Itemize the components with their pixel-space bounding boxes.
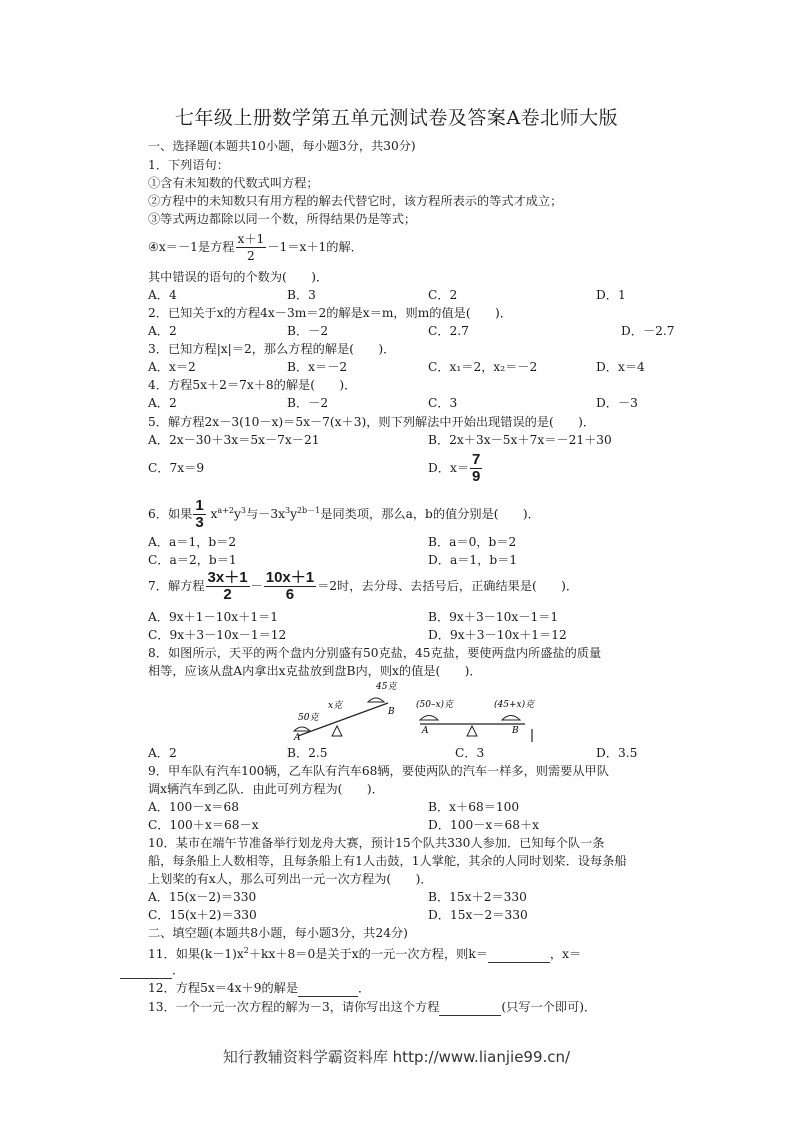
question-stem: 调x辆汽车到乙队．由此可列方程为( )． xyxy=(148,782,384,796)
option-b: B．15x＋2＝330 xyxy=(428,890,527,904)
question-ask: 其中错误的语句的个数为( )． xyxy=(148,270,329,284)
fraction xyxy=(193,498,205,531)
question-stem: 船，每条船上人数相等，且每条船上有1人击鼓，1人掌舵，其余的人同时划桨．设每条船 xyxy=(148,854,627,868)
option-a: A．15(x－2)＝330 xyxy=(148,890,257,904)
option-b: B．x＝－2 xyxy=(287,360,348,374)
label-50g: 50克 xyxy=(298,713,319,723)
stem-text: 7．解方程 xyxy=(148,579,205,593)
denominator: 6 xyxy=(285,586,295,603)
stem-text: ＝2时，去分母、去括号后，正确结果是( )． xyxy=(317,579,579,593)
option-a: A．4 xyxy=(148,288,177,302)
question-stem: 上划桨的有x人，那么可列出一元一次方程为( )． xyxy=(148,872,433,886)
operator: － xyxy=(250,579,263,593)
statement-text: －1＝x＋1的解． xyxy=(267,240,363,254)
stem-text: ． xyxy=(358,981,371,995)
option-d: D．－3 xyxy=(596,396,638,410)
question-stem: 10．某市在端午节准备举行划龙舟大赛，预计15个队共330人参加．已知每个队一条 xyxy=(148,836,605,850)
term: $^3y^{2b-1}$ xyxy=(284,506,321,522)
exponent: 2 xyxy=(243,946,249,955)
fraction xyxy=(470,452,482,485)
option-a: A．2 xyxy=(148,324,177,338)
numerator: 3x＋1 xyxy=(207,569,248,586)
option-a: A．2x－30＋3x＝5x－7x－21 xyxy=(148,433,320,447)
denominator: 2 xyxy=(223,586,232,603)
option-b: B．x＋68＝100 xyxy=(428,800,520,814)
option-a: A．2 xyxy=(148,746,177,760)
question-stem: 4．方程5x＋2＝7x＋8的解是( )． xyxy=(148,378,357,392)
answer-blank-k[interactable] xyxy=(488,946,550,963)
numerator: x＋1 xyxy=(237,232,265,246)
stem-text: 11．如果(k－1)x xyxy=(148,947,244,962)
option-b: B．－2 xyxy=(287,324,329,338)
label-a: A xyxy=(294,733,301,743)
option-c: C．3 xyxy=(455,746,485,760)
option-c: C．15(x＋2)＝330 xyxy=(148,908,257,922)
question-stem: 1．下列语句： xyxy=(148,158,229,172)
option-c: C．x₁＝2，x₂＝－2 xyxy=(428,360,538,374)
option-a: A．100－x＝68 xyxy=(148,800,240,814)
option-b: B．2x＋3x－5x＋7x＝－21＋30 xyxy=(428,433,612,447)
option-b: B．－2 xyxy=(287,396,329,410)
stem-text: 与－3x xyxy=(245,507,285,522)
label-45g: 45克 xyxy=(376,682,397,692)
numerator: 1 xyxy=(195,497,204,515)
term: $x^{a+2}y^3$ xyxy=(210,506,246,522)
denominator: 3 xyxy=(195,514,204,532)
question-stem: 相等，应该从盘A内拿出x克盐放到盘B内，则x的值是( )． xyxy=(148,664,482,678)
question-stem xyxy=(148,980,370,997)
fulcrum xyxy=(467,726,477,736)
numerator: 10x＋1 xyxy=(265,569,315,586)
stem-text: ，x＝ xyxy=(549,947,582,962)
section-heading: 二、填空题(本题共8小题，每小题3分，共24分) xyxy=(148,926,408,940)
option-c: C．100＋x＝68－x xyxy=(148,818,259,832)
stem-text: 6．如果 xyxy=(148,507,193,522)
fraction xyxy=(236,231,267,264)
answer-blank[interactable] xyxy=(439,999,501,1016)
option-a: A．a＝1，b＝2 xyxy=(148,535,237,549)
statement: ③等式两边都除以同一个数，所得结果仍是等式； xyxy=(148,212,417,226)
question-stem xyxy=(148,494,540,531)
pan-b xyxy=(368,698,384,702)
option-c: C．a＝2，b＝1 xyxy=(148,553,237,567)
level-balance xyxy=(416,699,536,742)
answer-blank-x-line: ． xyxy=(120,962,184,979)
option-d: D．15x－2＝330 xyxy=(428,908,528,922)
option-d: D．100－x＝68＋x xyxy=(428,818,540,832)
option-text: D．x＝ xyxy=(428,461,470,475)
pan-a xyxy=(420,716,438,721)
option-a: A．9x＋1－10x＋1＝1 xyxy=(148,610,279,624)
statement: ①含有未知数的代数式叫方程； xyxy=(148,176,319,190)
footer-watermark: 知行教辅资料学霸资料库 http://www.lianjie99.cn/ xyxy=(222,1048,571,1066)
pan-a xyxy=(294,727,310,731)
stem-text: (只写一个即可)． xyxy=(501,1000,597,1014)
label-b: B xyxy=(388,707,395,717)
option-d: D．3.5 xyxy=(596,746,638,760)
label-b: B xyxy=(512,726,519,736)
fulcrum xyxy=(332,726,342,736)
answer-blank-x[interactable] xyxy=(120,962,172,979)
balance-figure xyxy=(280,676,550,744)
question-stem: 8．如图所示，天平的两个盘内分别盛有50克盐，45克盐，要使两盘内所盛盐的质量 xyxy=(148,646,602,660)
option-c: C．7x＝9 xyxy=(148,461,205,475)
option-c: C．9x＋3－10x－1＝12 xyxy=(148,628,287,642)
page-title: 七年级上册数学第五单元测试卷及答案A卷北师大版 xyxy=(174,107,619,129)
label-a: A xyxy=(422,726,429,736)
option-b: B．a＝0，b＝2 xyxy=(428,535,517,549)
question-stem: 2．已知关于x的方程4x－3m＝2的解是x＝m，则m的值是( )． xyxy=(148,306,512,320)
statement-text: ④x＝－1是方程 xyxy=(148,240,235,254)
denominator: 2 xyxy=(247,249,255,263)
tilted-balance xyxy=(293,681,398,743)
option-a: A．x＝2 xyxy=(148,360,196,374)
numerator: 7 xyxy=(472,451,481,468)
statement xyxy=(148,230,363,264)
question-stem xyxy=(148,569,578,603)
option-b: B．3 xyxy=(287,288,316,302)
pan-b xyxy=(502,716,520,721)
question-stem: 9．甲车队有汽车100辆，乙车队有汽车68辆，要使两队的汽车一样多，则需要从甲队 xyxy=(148,764,609,778)
stem-text: ＋kx＋8＝0是关于x的一元一次方程，则k＝ xyxy=(248,947,488,962)
statement: ②方程中的未知数只有用方程的解去代替它时，该方程所表示的等式才成立； xyxy=(148,194,563,208)
denominator: 9 xyxy=(472,468,481,485)
option-d xyxy=(428,451,483,485)
option-b: B．2.5 xyxy=(287,746,328,760)
question-stem xyxy=(148,943,581,963)
option-c: C．3 xyxy=(428,396,458,410)
question-stem: 5．解方程2x－3(10－x)＝5x－7(x＋3)，则下列解法中开始出现错误的是( )． xyxy=(148,415,596,429)
stem-text: 12．方程5x＝4x＋9的解是 xyxy=(148,981,299,995)
stem-text: 是同类项，那么a，b的值分别是( )． xyxy=(320,507,540,522)
stem-text: 13．一个一元一次方程的解为－3，请你写出这个方程 xyxy=(148,1000,440,1014)
fraction xyxy=(206,570,250,603)
option-c: C．2.7 xyxy=(428,324,469,338)
option-d: D．1 xyxy=(596,288,626,302)
answer-blank[interactable] xyxy=(298,980,358,997)
option-a: A．2 xyxy=(148,396,177,410)
option-d: D．a＝1，b＝1 xyxy=(428,553,518,567)
option-d: D．9x＋3－10x＋1＝12 xyxy=(428,628,567,642)
option-c: C．2 xyxy=(428,288,458,302)
question-stem: 3．已知方程|x|＝2，那么方程的解是( )． xyxy=(148,342,396,356)
option-d: D．x＝4 xyxy=(596,360,645,374)
question-stem xyxy=(148,999,596,1016)
fraction xyxy=(264,570,316,603)
option-b: B．9x＋3－10x－1＝1 xyxy=(428,610,559,624)
section-heading: 一、选择题(本题共10小题，每小题3分，共30分) xyxy=(148,139,416,153)
label-50-minus-x: (50–x)克 xyxy=(416,700,454,710)
label-45-plus-x: (45+x)克 xyxy=(494,700,535,710)
label-x: x克 xyxy=(328,701,343,711)
option-d: D．－2.7 xyxy=(621,324,675,338)
